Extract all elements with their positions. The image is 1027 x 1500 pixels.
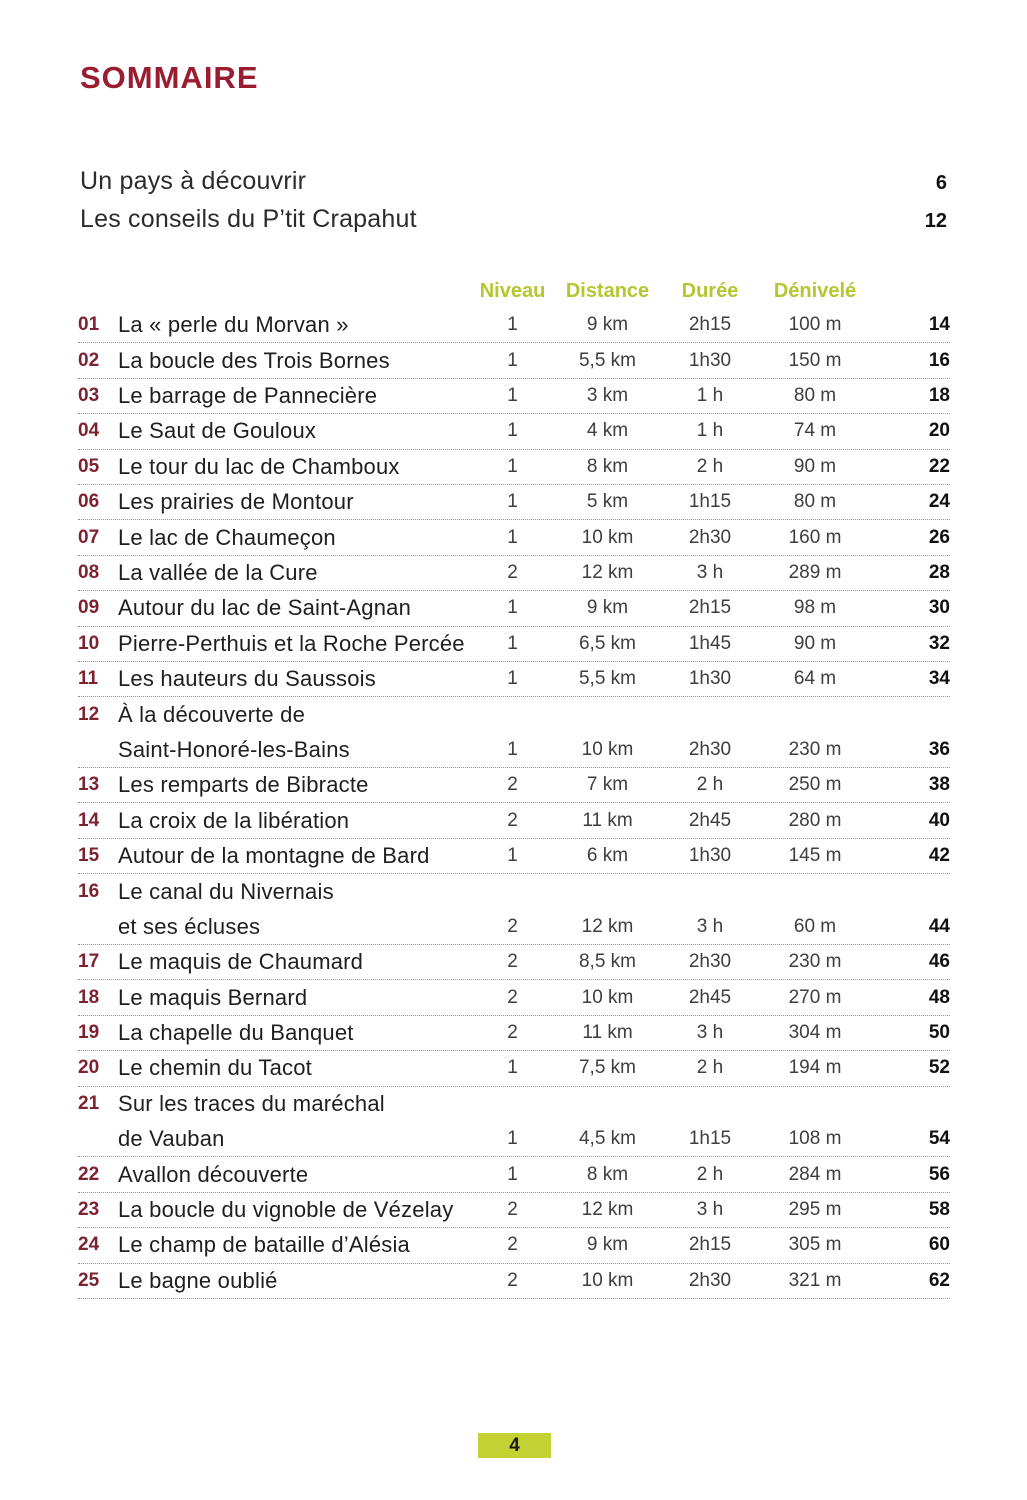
- toc-row-page: 14: [928, 314, 950, 336]
- toc-row-denivele: 295 m: [788, 1198, 842, 1220]
- toc-row-duree: 3 h: [696, 561, 724, 583]
- toc-row-distance: 6 km: [586, 845, 629, 867]
- toc-row-title: La chapelle du Banquet: [118, 1020, 354, 1045]
- toc-row-niveau: 2: [507, 915, 518, 937]
- toc-row-page: 18: [928, 384, 950, 406]
- toc-row-niveau: 1: [507, 455, 518, 477]
- toc-row-distance: 8,5 km: [578, 951, 637, 973]
- toc-row-distance: 5,5 km: [578, 668, 637, 690]
- toc-row-niveau: 1: [507, 491, 518, 513]
- toc-row-duree: 3 h: [696, 915, 724, 937]
- toc-row-niveau: 1: [507, 1128, 518, 1150]
- toc-row-distance: 12 km: [581, 561, 634, 583]
- toc-row: [78, 1087, 950, 1122]
- toc-row-niveau: 1: [507, 668, 518, 690]
- toc-row-page: 26: [928, 526, 950, 548]
- toc-row-title: La boucle du vignoble de Vézelay: [118, 1196, 454, 1222]
- toc-row-duree: 2h15: [688, 597, 732, 619]
- toc-row-denivele: 250 m: [788, 774, 842, 796]
- toc-row-number: 10: [78, 632, 100, 654]
- toc-row: [78, 910, 950, 945]
- intro-item-page: 6: [935, 172, 947, 194]
- toc-row-page: 46: [928, 951, 950, 973]
- toc-row-title: Le barrage de Pannecière: [118, 382, 378, 408]
- toc-row-page: 50: [928, 1022, 950, 1043]
- toc-row-number: 03: [78, 384, 100, 406]
- toc-row-page: 16: [928, 349, 950, 371]
- toc-row: [78, 768, 950, 803]
- toc-row-title: Le chemin du Tacot: [118, 1055, 312, 1081]
- toc-row-number: 20: [78, 1057, 100, 1079]
- toc-row-niveau: 2: [507, 1022, 518, 1043]
- toc-row-duree: 2 h: [696, 774, 724, 796]
- toc-row-distance: 3 km: [586, 384, 629, 406]
- toc-row: [78, 839, 950, 874]
- toc-row-denivele: 100 m: [788, 314, 842, 336]
- toc-row-title: Le maquis de Chaumard: [118, 949, 364, 975]
- toc-row-title: Saint-Honoré-les-Bains: [118, 736, 350, 762]
- toc-row-number: 16: [78, 880, 100, 902]
- toc-row-duree: 2 h: [696, 1057, 724, 1079]
- toc-row-distance: 10 km: [581, 986, 634, 1008]
- toc-row-distance: 9 km: [586, 314, 629, 336]
- toc-row-distance: 4,5 km: [578, 1128, 637, 1150]
- intro-item: [80, 167, 947, 205]
- toc-row-title: Le Saut de Gouloux: [118, 418, 317, 444]
- toc-row-denivele: 305 m: [788, 1234, 842, 1256]
- toc-row-number: 17: [78, 951, 100, 973]
- toc-row-title: et ses écluses: [118, 913, 261, 939]
- toc-row-number: 09: [78, 597, 100, 619]
- toc-row-distance: 6,5 km: [578, 632, 637, 654]
- toc-row-denivele: 80 m: [793, 491, 837, 513]
- toc-row-denivele: 230 m: [788, 738, 842, 760]
- toc-row: [78, 1228, 950, 1263]
- toc-row-denivele: 194 m: [788, 1057, 842, 1079]
- toc-row: [78, 733, 950, 768]
- toc-row-duree: 2 h: [696, 1163, 724, 1185]
- toc-row: [78, 874, 950, 909]
- header-distance: Distance: [565, 279, 650, 302]
- toc-row-number: 19: [78, 1022, 100, 1043]
- toc-row-page: 36: [928, 738, 950, 760]
- toc-row-page: 52: [928, 1057, 950, 1079]
- toc-row-niveau: 1: [507, 632, 518, 654]
- toc-row-title: La vallée de la Cure: [118, 559, 318, 585]
- toc-row-page: 40: [928, 809, 950, 831]
- toc-row-denivele: 80 m: [793, 384, 837, 406]
- toc-row-page: 42: [928, 845, 950, 867]
- toc-row-number: 01: [78, 314, 100, 336]
- toc-row-page: 54: [928, 1128, 950, 1150]
- toc-row-page: 60: [928, 1234, 950, 1256]
- toc-row-duree: 1 h: [696, 384, 724, 406]
- toc-row-distance: 4 km: [586, 420, 629, 442]
- toc-row-title: Le canal du Nivernais: [118, 878, 334, 904]
- toc-row-distance: 8 km: [586, 455, 629, 477]
- toc-row: [78, 662, 950, 697]
- toc-row-number: 08: [78, 561, 100, 583]
- intro-item-label: Un pays à découvrir: [80, 167, 307, 195]
- toc-row-number: 15: [78, 845, 100, 867]
- toc-row-niveau: 1: [507, 845, 518, 867]
- page-title: SOMMAIRE: [80, 60, 259, 95]
- toc-row-duree: 3 h: [696, 1198, 724, 1220]
- toc-row-distance: 5 km: [586, 491, 629, 513]
- toc-row-number: 12: [78, 703, 100, 725]
- toc-row: [78, 591, 950, 626]
- toc-row-niveau: 1: [507, 384, 518, 406]
- toc-row-title: Le maquis Bernard: [118, 984, 308, 1010]
- toc-row-number: 22: [78, 1163, 100, 1185]
- toc-row-duree: 1h15: [688, 1128, 732, 1150]
- toc-row-number: 07: [78, 526, 100, 548]
- toc-row-duree: 2h30: [688, 738, 732, 760]
- toc-row-niveau: 1: [507, 1163, 518, 1185]
- toc-row-denivele: 90 m: [793, 632, 837, 654]
- toc-row-page: 62: [928, 1269, 950, 1291]
- toc-row-page: 58: [928, 1198, 950, 1220]
- toc-row-number: 11: [78, 668, 99, 690]
- toc-row-niveau: 1: [507, 526, 518, 548]
- toc-row-title: Autour du lac de Saint-Agnan: [118, 595, 412, 621]
- toc-row: [78, 697, 950, 732]
- toc-row-title: La croix de la libération: [118, 807, 350, 833]
- toc-row-denivele: 321 m: [788, 1269, 842, 1291]
- toc-row-distance: 10 km: [581, 526, 634, 548]
- intro-item: [80, 205, 947, 243]
- intro-section: [80, 167, 947, 243]
- toc-row-number: 02: [78, 349, 100, 371]
- footer-page-badge: [478, 1433, 551, 1458]
- toc-row-page: 34: [928, 668, 950, 690]
- toc-row-page: 48: [928, 986, 950, 1008]
- toc-table: [78, 274, 950, 1299]
- toc-row: [78, 379, 950, 414]
- toc-row-number: 21: [78, 1093, 100, 1115]
- toc-row-distance: 12 km: [581, 915, 634, 937]
- toc-row-number: 23: [78, 1198, 100, 1220]
- toc-row-niveau: 1: [507, 1057, 518, 1079]
- toc-row-distance: 7,5 km: [578, 1057, 637, 1079]
- toc-row-distance: 10 km: [581, 738, 634, 760]
- toc-row-duree: 2h45: [688, 809, 732, 831]
- toc-row-duree: 1 h: [696, 420, 724, 442]
- intro-item-page: 12: [924, 210, 947, 232]
- header-duree: Durée: [681, 279, 739, 302]
- toc-row: [78, 485, 950, 520]
- toc-row-number: 18: [78, 986, 100, 1008]
- toc-row-title: Sur les traces du maréchal: [118, 1091, 385, 1117]
- toc-table-body: [78, 308, 950, 1299]
- toc-row: [78, 1157, 950, 1192]
- toc-row-distance: 8 km: [586, 1163, 629, 1185]
- header-niveau: Niveau: [479, 279, 546, 302]
- toc-row-duree: 2h30: [688, 951, 732, 973]
- toc-header-row: [78, 274, 950, 308]
- toc-row-distance: 11 km: [582, 809, 633, 831]
- toc-row-distance: 9 km: [586, 597, 629, 619]
- toc-row-number: 06: [78, 491, 100, 513]
- toc-row-duree: 2h30: [688, 526, 732, 548]
- toc-row-number: 05: [78, 455, 100, 477]
- toc-row-number: 24: [78, 1234, 100, 1256]
- toc-row-number: 14: [78, 809, 100, 831]
- toc-row-distance: 9 km: [586, 1234, 629, 1256]
- toc-row-denivele: 289 m: [788, 561, 842, 583]
- toc-row-page: 28: [928, 561, 950, 583]
- toc-row-niveau: 2: [507, 809, 518, 831]
- toc-row-duree: 2h30: [688, 1269, 732, 1291]
- toc-row-title: Le lac de Chaumeçon: [118, 524, 336, 550]
- toc-row-niveau: 1: [507, 597, 518, 619]
- toc-row: [78, 450, 950, 485]
- header-denivele: Dénivelé: [773, 279, 857, 302]
- toc-row-duree: 1h15: [688, 491, 732, 513]
- toc-row-title: Les prairies de Montour: [118, 489, 354, 515]
- toc-row-denivele: 108 m: [788, 1128, 842, 1150]
- toc-row-title: Le tour du lac de Chamboux: [118, 453, 400, 479]
- toc-row-title: Le bagne oublié: [118, 1267, 278, 1293]
- toc-row-distance: 12 km: [581, 1198, 634, 1220]
- toc-row: [78, 627, 950, 662]
- toc-row-denivele: 230 m: [788, 951, 842, 973]
- toc-row-page: 56: [928, 1163, 950, 1185]
- toc-row-title: de Vauban: [118, 1126, 225, 1152]
- toc-row-distance: 5,5 km: [578, 349, 637, 371]
- toc-row-denivele: 60 m: [793, 915, 837, 937]
- toc-row-denivele: 284 m: [788, 1163, 842, 1185]
- toc-row: [78, 343, 950, 378]
- toc-row-denivele: 98 m: [793, 597, 837, 619]
- toc-row-duree: 1h30: [688, 845, 732, 867]
- toc-row-title: Autour de la montagne de Bard: [118, 843, 430, 869]
- toc-row-niveau: 2: [507, 1234, 518, 1256]
- toc-row-page: 30: [928, 597, 950, 619]
- toc-row-duree: 1h45: [688, 632, 732, 654]
- toc-row-distance: 11 km: [582, 1022, 633, 1043]
- toc-row-page: 32: [928, 632, 950, 654]
- toc-row-title: Les hauteurs du Saussois: [118, 666, 376, 692]
- toc-row-niveau: 2: [507, 561, 518, 583]
- toc-row-title: Pierre-Perthuis et la Roche Percée: [118, 630, 465, 656]
- toc-row: [78, 1016, 950, 1051]
- toc-row-page: 22: [928, 455, 950, 477]
- toc-row-niveau: 1: [507, 314, 518, 336]
- toc-row-niveau: 2: [507, 1269, 518, 1291]
- toc-row-title: La « perle du Morvan »: [118, 312, 349, 338]
- toc-row: [78, 556, 950, 591]
- toc-row: [78, 520, 950, 555]
- toc-row-denivele: 270 m: [788, 986, 842, 1008]
- toc-row: [78, 1051, 950, 1086]
- toc-row-niveau: 1: [507, 738, 518, 760]
- toc-row-duree: 1h30: [688, 668, 732, 690]
- toc-row-denivele: 74 m: [793, 420, 837, 442]
- toc-row-distance: 10 km: [581, 1269, 634, 1291]
- toc-row: [78, 1122, 950, 1157]
- toc-row-duree: 2h45: [688, 986, 732, 1008]
- toc-row-distance: 7 km: [586, 774, 629, 796]
- toc-row-denivele: 145 m: [788, 845, 842, 867]
- toc-row-niveau: 2: [507, 951, 518, 973]
- toc-row-page: 44: [928, 915, 950, 937]
- toc-row-duree: 2h15: [688, 314, 732, 336]
- toc-row: [78, 1193, 950, 1228]
- toc-row: [78, 414, 950, 449]
- toc-row-title: La boucle des Trois Bornes: [118, 347, 390, 373]
- toc-row: [78, 945, 950, 980]
- toc-row-denivele: 304 m: [788, 1022, 842, 1043]
- toc-row-title: Avallon découverte: [118, 1161, 309, 1187]
- toc-row-title: Les remparts de Bibracte: [118, 772, 369, 798]
- toc-row-number: 04: [78, 420, 100, 442]
- toc-row-niveau: 1: [507, 349, 518, 371]
- toc-row-denivele: 150 m: [788, 349, 842, 371]
- toc-row-number: 13: [78, 774, 100, 796]
- footer-page-number: 4: [509, 1434, 520, 1456]
- toc-row-page: 24: [928, 491, 950, 513]
- toc-row: [78, 980, 950, 1015]
- toc-row-niveau: 2: [507, 1198, 518, 1220]
- toc-row: [78, 803, 950, 838]
- toc-row-duree: 3 h: [696, 1022, 724, 1043]
- toc-row-duree: 2h15: [688, 1234, 732, 1256]
- toc-row-denivele: 160 m: [788, 526, 842, 548]
- toc-row: [78, 308, 950, 343]
- toc-row-page: 20: [928, 420, 950, 442]
- toc-row-niveau: 2: [507, 986, 518, 1008]
- toc-row-duree: 1h30: [688, 349, 732, 371]
- toc-row-number: 25: [78, 1269, 100, 1291]
- toc-row-denivele: 280 m: [788, 809, 842, 831]
- toc-row: [78, 1264, 950, 1299]
- toc-row-title: Le champ de bataille d’Alésia: [118, 1232, 410, 1258]
- toc-row-niveau: 2: [507, 774, 518, 796]
- toc-row-denivele: 64 m: [793, 668, 837, 690]
- toc-row-niveau: 1: [507, 420, 518, 442]
- toc-row-page: 38: [928, 774, 950, 796]
- toc-row-denivele: 90 m: [793, 455, 837, 477]
- intro-item-label: Les conseils du P’tit Crapahut: [80, 205, 417, 233]
- toc-row-title: À la découverte de: [118, 701, 306, 727]
- toc-row-duree: 2 h: [696, 455, 724, 477]
